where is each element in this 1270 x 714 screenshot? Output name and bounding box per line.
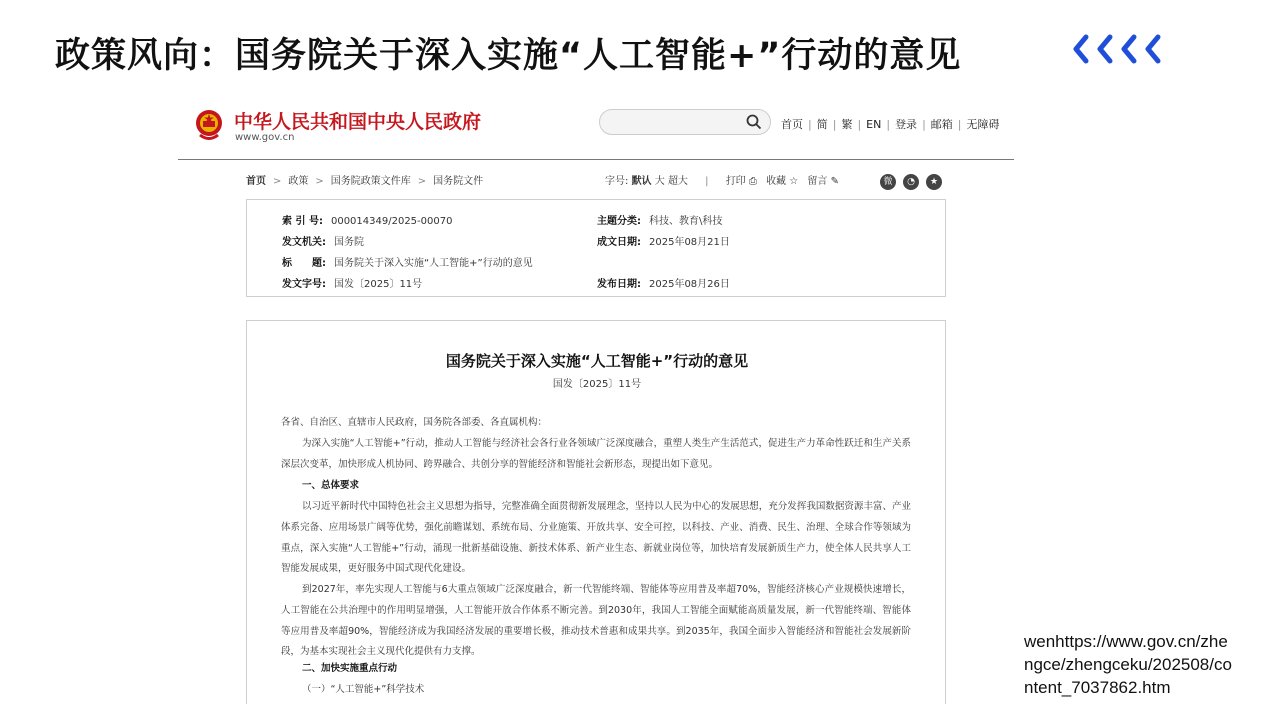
title-value: 国务院关于深入实施“人工智能+”行动的意见 [334, 258, 533, 269]
nav-english[interactable]: EN [866, 118, 882, 131]
header-divider [178, 159, 1014, 160]
title-label: 标 题: [282, 258, 326, 269]
issuer-value: 国务院 [334, 237, 364, 248]
site-name[interactable]: 中华人民共和国中央人民政府 [234, 111, 482, 133]
document-metadata [246, 199, 946, 297]
search-input[interactable] [599, 109, 771, 135]
nav-traditional[interactable]: 繁 [841, 118, 853, 131]
share-icons [880, 169, 949, 190]
print-icon[interactable]: ⎙ [748, 176, 757, 187]
breadcrumb-documents[interactable]: 国务院文件 [433, 176, 484, 187]
breadcrumb: 首页 > 政策 > 国务院政策文件库 > 国务院文件 [246, 176, 484, 187]
search-icon[interactable] [746, 114, 762, 130]
breadcrumb-home[interactable]: 首页 [246, 176, 266, 187]
nav-simplified[interactable]: 简 [816, 118, 828, 131]
print-button[interactable]: 打印 [725, 176, 746, 187]
font-size-default[interactable]: 默认 [631, 176, 652, 187]
nav-home[interactable]: 首页 [781, 118, 803, 131]
nav-accessibility[interactable]: 无障碍 [966, 118, 1000, 131]
breadcrumb-library[interactable]: 国务院政策文件库 [330, 176, 411, 187]
gov-webpage-screenshot [178, 98, 1014, 704]
chevron-left-icon [1072, 32, 1172, 66]
top-nav: 首页 | 简 | 繁 | EN | 登录 | 邮箱 | 无障碍 [781, 118, 1000, 131]
favorite-star-icon[interactable]: ★ [926, 174, 942, 190]
favorite-button[interactable]: 收藏 [766, 176, 787, 187]
docno-label: 发文字号: [282, 279, 326, 290]
nav-mailbox[interactable]: 邮箱 [930, 118, 953, 131]
national-emblem-icon [194, 108, 224, 142]
font-size-large[interactable]: 大 [654, 176, 665, 187]
published-value: 2025年08月26日 [649, 279, 730, 290]
index-label: 索 引 号: [282, 216, 323, 227]
slide-title: 政策风向：国务院关于深入实施“人工智能+”行动的意见 [55, 36, 962, 76]
page-tools: 字号: 默认 大 超大 | 打印 ⎙ 收藏 ☆ 留言 ✎ [605, 176, 839, 187]
section1-paragraph: 以习近平新时代中国特色社会主义思想为指导，完整准确全面贯彻新发展理念，坚持以人民为中心的发展思想，充分发挥我国数据资源丰富、产业体系完备、应用场景广阔等优势，强化前瞻谋划、系统布局、分业施策、开放共享、安全可控，以科技、产业、消费、民生、治理、全球合作等领域为重点，深入实施“人工智能+”行动，涌现一批新基础设施、新技术体系、新产业生态、新就业岗位等，加快培育发展新质生产力，使全体人民共享人工智能发展成果，更好服务中国式现代化建设。 [281, 501, 911, 575]
document-body [246, 320, 946, 704]
pencil-icon[interactable]: ✎ [830, 176, 839, 187]
source-url-note: wenhttps://www.gov.cn/zhengce/zhengceku/202508/content_7037862.htm [1024, 632, 1232, 697]
sub1-heading: （一）“人工智能+”科学技术 [302, 684, 425, 695]
goals-paragraph: 到2027年，率先实现人工智能与6大重点领域广泛深度融合，新一代智能终端、智能体等应用普及率超70%，智能经济核心产业规模快速增长，人工智能在公共治理中的作用明显增强，人工智能开放合作体系不断完善。到2030年，我国人工智能全面赋能高质量发展，新一代智能终端、智能体等应用普及率超90%，智能经济成为我国经济发展的重要增长极，推动技术普惠和成果共享。到2035年，我国全面步入智能经济和智能社会发展新阶段，为基本实现社会主义现代化提供有力支撑。 [281, 584, 911, 658]
created-value: 2025年08月21日 [649, 237, 730, 248]
comment-button[interactable]: 留言 [807, 176, 828, 187]
nav-login[interactable]: 登录 [895, 118, 918, 131]
salutation: 各省、自治区、直辖市人民政府，国务院各部委、各直属机构： [281, 417, 548, 428]
category-label: 主题分类: [597, 216, 641, 227]
font-size-label: 字号: [605, 176, 629, 187]
published-label: 发布日期: [597, 279, 641, 290]
document-number: 国发〔2025〕11号 [552, 379, 642, 390]
docno-value: 国发〔2025〕11号 [334, 279, 423, 290]
index-value: 000014349/2025-00070 [330, 216, 453, 227]
section2-heading: 二、加快实施重点行动 [302, 663, 398, 674]
created-label: 成文日期: [597, 237, 641, 248]
site-domain: www.gov.cn [235, 132, 295, 143]
weibo-icon[interactable]: 微 [880, 174, 896, 190]
document-title: 国务院关于深入实施“人工智能+”行动的意见 [445, 352, 749, 370]
font-size-xlarge[interactable]: 超大 [667, 176, 688, 187]
issuer-label: 发文机关: [282, 237, 326, 248]
breadcrumb-policy[interactable]: 政策 [288, 176, 309, 187]
category-value: 科技、教育\科技 [649, 216, 723, 227]
star-icon[interactable]: ☆ [789, 176, 799, 187]
intro-paragraph: 为深入实施“人工智能+”行动，推动人工智能与经济社会各行业各领域广泛深度融合，重塑人类生产生活范式，促进生产力革命性跃迁和生产关系深层次变革，加快形成人机协同、跨界融合、共创分享的智能经济和智能社会新形态，现提出如下意见。 [281, 438, 911, 470]
section1-heading: 一、总体要求 [302, 480, 360, 491]
wechat-icon[interactable]: ◔ [903, 174, 919, 190]
